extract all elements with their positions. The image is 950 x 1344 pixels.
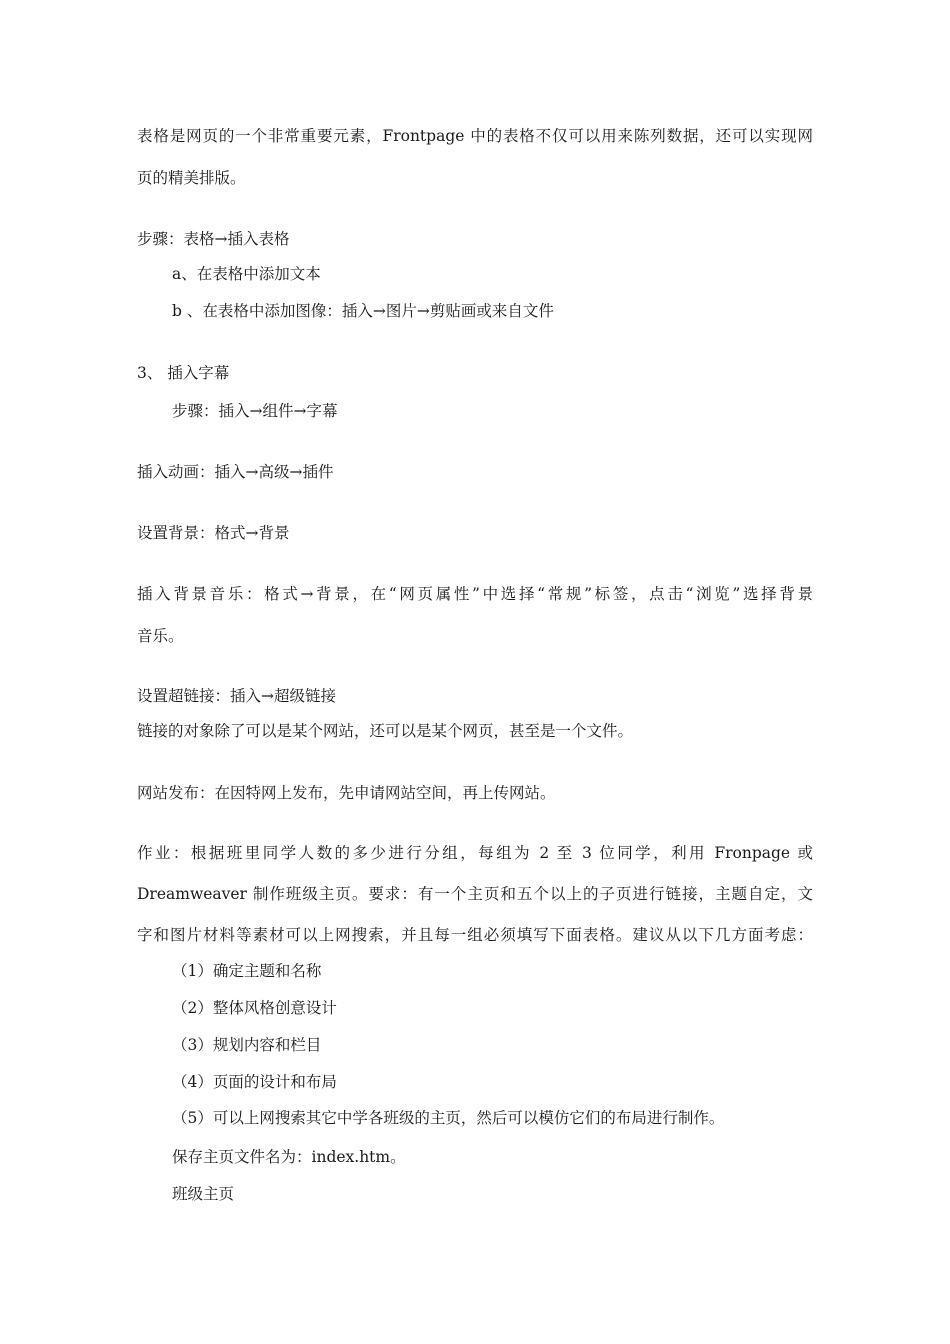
hyperlink-title: 设置超链接：插入→超级链接	[137, 687, 336, 705]
homework-item-2: （2）整体风格创意设计	[172, 999, 337, 1017]
marquee-heading: 3、 插入字幕	[137, 364, 230, 382]
table-step-b: b 、在表格中添加图像：插入→图片→剪贴画或来自文件	[172, 302, 554, 320]
marquee-steps: 步骤：插入→组件→字幕	[172, 402, 338, 420]
intro-line-2: 页的精美排版。	[137, 169, 246, 187]
homework-item-5: （5）可以上网搜索其它中学各班级的主页，然后可以模仿它们的布局进行制作。	[172, 1109, 725, 1127]
save-filename-line: 保存主页文件名为：index.htm。	[172, 1148, 406, 1166]
publish-line: 网站发布：在因特网上发布，先申请网站空间，再上传网站。	[137, 784, 556, 802]
homework-item-3: （3）规划内容和栏目	[172, 1036, 322, 1054]
music-line-2: 音乐。	[137, 627, 184, 645]
background-line: 设置背景：格式→背景	[137, 524, 290, 542]
animation-line: 插入动画：插入→高级→插件	[137, 463, 334, 481]
table-step-a: a、在表格中添加文本	[172, 265, 321, 283]
hyperlink-desc: 链接的对象除了可以是某个网站，还可以是某个网页，甚至是一个文件。	[137, 722, 634, 740]
homework-line-1: 作业：根据班里同学人数的多少进行分组，每组为 2 至 3 位同学，利用 Fronpage 或	[137, 844, 813, 862]
homework-line-2: Dreamweaver 制作班级主页。要求：有一个主页和五个以上的子页进行链接，主题自定，文	[137, 885, 813, 903]
homework-item-4: （4）页面的设计和布局	[172, 1073, 337, 1091]
homework-line-3: 字和图片材料等素材可以上网搜索，并且每一组必须填写下面表格。建议从以下几方面考虑：	[137, 926, 813, 944]
table-steps-title: 步骤：表格→插入表格	[137, 230, 290, 248]
intro-line-1: 表格是网页的一个非常重要元素，Frontpage 中的表格不仅可以用来陈列数据，还可以实现网	[137, 127, 813, 145]
class-home-label: 班级主页	[172, 1185, 235, 1203]
homework-item-1: （1）确定主题和名称	[172, 962, 322, 980]
music-line-1: 插入背景音乐：格式→背景，在“网页属性”中选择“常规”标签，点击“浏览”选择背景	[137, 585, 813, 603]
